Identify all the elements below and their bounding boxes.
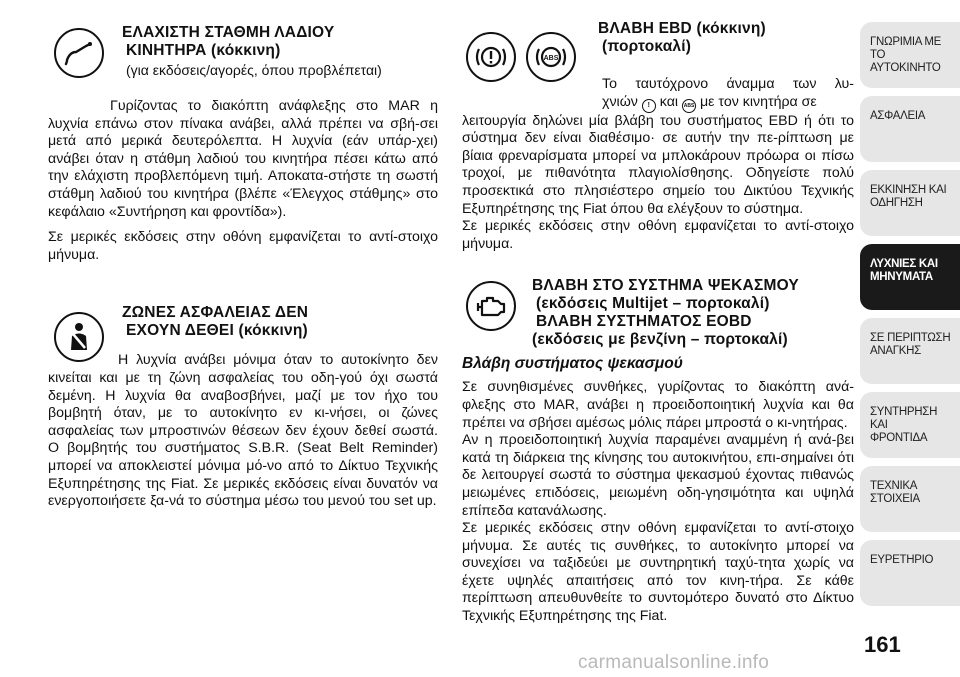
tab-label-line-2: ΑΥΤΟΚΙΝΗΤΟ [870,62,941,74]
seatbelt-warning-title [122,304,308,340]
tab-label-line-1: ΛΥΧΝΙΕΣ ΚΑΙ [870,258,938,270]
injection-title-line-1: ΒΛΑΒΗ ΣΤΟ ΣΥΣΤΗΜΑ ΨΕΚΑΣΜΟΥ [532,277,799,295]
right-column [462,18,854,626]
tab-label-line-1: ΓΝΩΡΙΜΙΑ ΜΕ ΤΟ [870,36,942,61]
brake-warning-icon [466,32,516,82]
tab-label-line-1: ΑΣΦΑΛΕΙΑ [870,110,926,122]
tab-getting-to-know[interactable] [860,22,960,88]
injection-title-line-4: (εκδόσεις με βενζίνη – πορτοκαλί) [532,331,788,349]
tab-label-line-2: ΟΔΗΓΗΣΗ [870,197,923,209]
oil-warning-title [122,24,382,60]
engine-icon [466,281,516,331]
injection-warning-section [462,277,854,355]
tab-index[interactable] [860,540,960,606]
tab-maintenance[interactable] [860,392,960,458]
page-number: 161 [864,632,901,657]
seatbelt-warning-section [48,304,438,352]
tab-label-line-1: ΣΥΝΤΗΡΗΣΗ ΚΑΙ [870,406,938,431]
oil-paragraph-2: Σε μερικές εκδόσεις στην οθόνη εμφανίζεται το αντί-στοιχο μήνυμα. [48,229,438,263]
tab-technical-data[interactable] [860,466,960,532]
inline-brake-icon: ! [642,99,656,113]
ebd-warning-title [598,20,766,56]
chapter-sidebar [860,22,960,614]
injection-warning-title [532,277,799,349]
ebd-title-line-1: ΒΛΑΒΗ EBD (κόκκινη) [598,20,766,37]
ebd-warning-section [462,18,854,76]
tab-label-line-1: ΕΚΚΙΝΗΣΗ ΚΑΙ [870,184,947,196]
injection-title-line-3: ΒΛΑΒΗ ΣΥΣΤΗΜΑΤΟΣ EOBD [536,313,752,331]
tab-label-line-1: ΣΕ ΠΕΡΙΠΤΩΣΗ [870,332,951,344]
injection-title-line-2: (εκδόσεις Multijet – πορτοκαλί) [536,295,770,313]
tab-label-line-1: ΤΕΧΝΙΚΑ ΣΤΟΙΧΕΙΑ [870,480,920,505]
oil-can-icon [54,28,104,78]
ebd-intro-text-2: και [659,93,679,110]
ebd-intro-line-1: Το ταυτόχρονο άναμμα των λυ- [602,76,854,92]
oil-version-note: (για εκδόσεις/αγορές, όπου προβλέπεται) [126,62,382,78]
injection-section-title: Βλάβη συστήματος ψεκασμού [462,355,683,373]
seatbelt-paragraph: Η λυχνία ανάβει μόνιμα όταν το αυτοκίνητο δεν κινείται και με τη ζώνη ασφαλείας του οδη-γού όχι σωστά δεμένη. Η λυχνία θα αναβοσβήνει, μαζί με τον ήχο του βομβητή όταν, με το αυτοκίνητο εν κι-νήσει, οι ζώνες ασφαλείας των μπροστινών θέσεων δεν έχουν δεθεί σωστά. Ο βομβητής του συστήματος S.B.R. (Seat Belt Reminder) μπορεί να αποκλειστεί μόνιμα μό-νο από το Δίκτυο Τεχνικής Εξυπηρέτησης της Fiat. Σε μερικές εκδόσεις είναι δυνατόν να ενεργοποιήσετε ξα-νά το σύστημα μέσω του μενού του set up. [48,352,438,510]
oil-title-line-2: ΚΙΝΗΤΗΡΑ (κόκκινη) [126,42,281,59]
seatbelt-icon [54,312,104,362]
tab-label-line-2: ΦΡΟΝΤΙΔΑ [870,432,928,444]
abs-icon-label: ABS [543,55,559,62]
seatbelt-title-line-2: ΕΧΟΥΝ ΔΕΘΕΙ (κόκκινη) [126,322,308,340]
tab-emergency[interactable] [860,318,960,384]
tab-safety[interactable] [860,96,960,162]
ebd-intro-line-2 [462,94,854,113]
oil-title-line-1: ΕΛΑΧΙΣΤΗ ΣΤΑΘΜΗ ΛΑΔΙΟΥ [122,24,335,41]
ebd-intro-text-3: με τον κινητήρα σε [699,93,817,110]
tab-label-line-2: ΑΝΑΓΚΗΣ [870,345,921,357]
tab-label-line-1: ΕΥΡΕΤΗΡΙΟ [870,554,934,566]
injection-paragraph-3: Σε μερικές εκδόσεις στην οθόνη εμφανίζεται το αντί-στοιχο μήνυμα. Σε αυτές τις συνθήκες, το αυτοκίνητο μπορεί να συνεχίσει να ταξιδεύει με συντηρητική ταχύ-τητα χωρίς να έχετε υψηλές απαιτήσεις από τον κινη-τήρα. Σε κάθε περίπτωση απευθυνθείτε το συντομότερο δυνατό στο Δίκτυο Τεχνικής Εξυπηρέτησης της Fiat. [462,520,854,625]
left-column [48,18,438,511]
ebd-paragraph: λειτουργία δηλώνει μία βλάβη του συστήματος EBD ή ότι το σύστημα δεν είναι διαθέσιμο· σε αυτήν την πε-ρίπτωση με βίαια φρεναρίσματα μπορεί να μπλοκάρουν πρόωρα οι πίσω τροχοί, με πιθανότητα πλαγιολίσθησης. Οδηγείστε πολύ προσεκτικά στο πλησιέστερο σημείο του Δικτύου Τεχνικής Εξυπηρέτησης της Fiat όπου θα ελέγξουν το σύστημα. [462,112,854,217]
watermark: carmanualsonline.info [578,652,770,673]
tab-starting-driving[interactable] [860,170,960,236]
tab-warning-lights[interactable] [860,244,960,310]
oil-warning-section [48,18,438,98]
ebd-title-line-2: (πορτοκαλί) [602,38,692,55]
abs-warning-icon [526,32,576,82]
oil-paragraph-1: Γυρίζοντας το διακόπτη ανάφλεξης στο MAR η λυχνία επάνω στον πίνακα ανάβει, αλλά πρέπει να σβή-σει μετά από μερικά δευτερόλεπτα. Η λυχνία (εάν υπάρ-χει) ανάβει όταν η στάθμη λαδιού του κινητήρα πέσει κάτω από την ελάχιστη προβλεπόμενη τιμή. Αποκατα-στήστε τη σωστή στάθμη λαδιού του κινητήρα (βλέπε «Έλεγχος στάθμης» στο κεφάλαιο «Συντήρηση και φροντίδα»). [48,98,438,220]
tab-label-line-2: ΜΗΝΥΜΑΤΑ [870,271,933,283]
injection-paragraph-2: Αν η προειδοποιητική λυχνία παραμένει αναμμένη ή ανά-βει κατά τη διάρκεια της κίνησης του αυτοκινήτου, επι-σημαίνει ότι δε λειτουργεί σωστά το σύστημα ψεκασμού έχοντας πιθανώς μειωμένες επιδόσεις, μειωμένη οδη-γησιμότητα και υψηλά επίπεδα κατανάλωσης. [462,432,854,519]
injection-paragraph-1: Σε συνηθισμένες συνθήκες, γυρίζοντας το διακόπτη ανά-φλεξης στο MAR, ανάβει η προειδοποιητική λυχνία και θα πρέπει να σβήσει αμέσως μόλις πάρει μπροστά ο κι-νητήρας. [462,379,854,431]
ebd-paragraph-2: Σε μερικές εκδόσεις στην οθόνη εμφανίζεται το αντί-στοιχο μήνυμα. [462,218,854,252]
ebd-intro-text-1: χνιών [602,93,638,110]
seatbelt-title-line-1: ΖΩΝΕΣ ΑΣΦΑΛΕΙΑΣ ΔΕΝ [122,304,309,322]
inline-abs-icon: ABS [682,99,696,113]
